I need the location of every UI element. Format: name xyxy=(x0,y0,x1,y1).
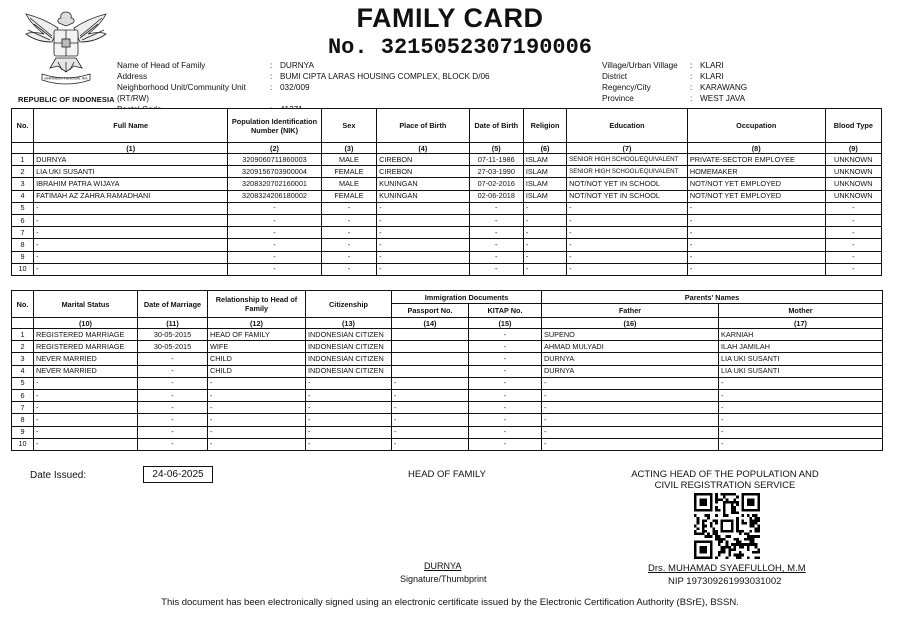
table-cell: - xyxy=(208,426,306,438)
table-row xyxy=(12,178,882,190)
table-cell: SENIOR HIGH SCHOOL/EQUIVALENT xyxy=(567,166,688,178)
table-cell: - xyxy=(228,214,322,226)
table-row xyxy=(12,227,882,239)
table-cell: - xyxy=(567,239,688,251)
table-cell: ISLAM xyxy=(523,178,566,190)
table-cell: UNKNOWN xyxy=(825,178,881,190)
table-cell: - xyxy=(208,438,306,450)
table-cell: NEVER MARRIED xyxy=(34,365,138,377)
info-value: WEST JAVA xyxy=(700,94,746,103)
table-cell: 3209060711860003 xyxy=(228,154,322,166)
table-cell: - xyxy=(825,202,881,214)
table-cell: AHMAD MULYADI xyxy=(542,341,719,353)
table-cell: 3209156703900004 xyxy=(228,166,322,178)
table-cell: - xyxy=(392,438,469,450)
table-row xyxy=(12,202,882,214)
table-cell: 27-03-1990 xyxy=(469,166,523,178)
table-cell: 07-11-1986 xyxy=(469,154,523,166)
table-cell: - xyxy=(34,239,228,251)
table-row xyxy=(12,239,882,251)
table-cell: - xyxy=(719,438,883,450)
index-cell: (5) xyxy=(469,143,523,154)
table-cell: - xyxy=(469,341,542,353)
table-cell: - xyxy=(392,426,469,438)
col-header-immigration-documents: Immigration Documents xyxy=(392,291,542,304)
col-header: Blood Type xyxy=(825,109,881,143)
table-cell: 3 xyxy=(12,353,34,365)
info-row xyxy=(602,60,747,71)
table-cell: - xyxy=(542,389,719,401)
table-cell: - xyxy=(228,227,322,239)
table-cell: - xyxy=(228,263,322,275)
table-cell: - xyxy=(469,251,523,263)
table-cell: 9 xyxy=(12,426,34,438)
table-cell: - xyxy=(567,263,688,275)
table-cell: - xyxy=(825,263,881,275)
table-cell: - xyxy=(469,377,542,389)
table-cell: - xyxy=(208,389,306,401)
acting-head-title xyxy=(610,469,840,491)
table-cell: MALE xyxy=(321,154,376,166)
table-cell: 5 xyxy=(12,202,34,214)
household-info-left xyxy=(117,60,490,115)
table-cell: 8 xyxy=(12,239,34,251)
table-row xyxy=(12,166,882,178)
table-cell: FEMALE xyxy=(321,190,376,202)
table-cell: - xyxy=(321,251,376,263)
qr-code-icon xyxy=(694,493,760,559)
table-cell: - xyxy=(469,214,523,226)
table-cell: - xyxy=(542,402,719,414)
table-cell: UNKNOWN xyxy=(825,190,881,202)
table-cell: 5 xyxy=(12,377,34,389)
table-cell: - xyxy=(138,377,208,389)
table-cell: - xyxy=(523,251,566,263)
head-of-family-signature-name: DURNYA xyxy=(424,561,462,571)
table-cell: - xyxy=(523,202,566,214)
info-value: KARAWANG xyxy=(700,83,748,92)
table-cell: - xyxy=(34,426,138,438)
table-cell: - xyxy=(687,263,825,275)
index-cell: (1) xyxy=(34,143,228,154)
table-cell: HEAD OF FAMILY xyxy=(208,329,306,341)
table-cell: DURNYA xyxy=(542,365,719,377)
table-cell: 4 xyxy=(12,365,34,377)
table-row xyxy=(12,389,883,401)
table-cell: - xyxy=(228,251,322,263)
table-cell: - xyxy=(138,353,208,365)
table-cell xyxy=(392,365,469,377)
col-header-citizenship: Citizenship xyxy=(306,291,392,318)
info-colon: : xyxy=(270,83,273,92)
table-cell: WIFE xyxy=(208,341,306,353)
table-cell: - xyxy=(306,402,392,414)
table-cell: SENIOR HIGH SCHOOL/EQUIVALENT xyxy=(567,154,688,166)
table-cell: 30-05-2015 xyxy=(138,329,208,341)
index-cell: (9) xyxy=(825,143,881,154)
table-cell: HOMEMAKER xyxy=(687,166,825,178)
info-colon: : xyxy=(690,72,693,81)
table-cell: - xyxy=(687,227,825,239)
table-cell: SUPENO xyxy=(542,329,719,341)
info-row xyxy=(602,82,747,93)
table-cell: NOT/NOT YET IN SCHOOL xyxy=(567,190,688,202)
table-cell: - xyxy=(306,426,392,438)
table-cell: FATIMAH AZ ZAHRA RAMADHANI xyxy=(34,190,228,202)
col-header-parents-names: Parents' Names xyxy=(542,291,883,304)
col-header: Education xyxy=(567,109,688,143)
index-cell: (2) xyxy=(228,143,322,154)
table-cell: - xyxy=(719,402,883,414)
table-cell: NOT/NOT YET EMPLOYED xyxy=(687,178,825,190)
table-cell: 2 xyxy=(12,166,34,178)
table-cell: - xyxy=(208,377,306,389)
table-cell: - xyxy=(825,214,881,226)
index-cell: (13) xyxy=(306,318,392,329)
table-cell: - xyxy=(321,202,376,214)
col-header: No. xyxy=(12,109,34,143)
acting-head-title-line1: ACTING HEAD OF THE POPULATION AND xyxy=(631,469,819,480)
table-cell: - xyxy=(321,263,376,275)
info-row xyxy=(117,60,490,71)
col-header: Occupation xyxy=(687,109,825,143)
table-row xyxy=(12,353,883,365)
table-cell: - xyxy=(567,202,688,214)
table-cell: - xyxy=(34,251,228,263)
table-cell: - xyxy=(138,438,208,450)
table-cell: - xyxy=(469,426,542,438)
table-cell: - xyxy=(469,227,523,239)
table-cell: - xyxy=(719,426,883,438)
acting-head-title-line2: CIVIL REGISTRATION SERVICE xyxy=(654,480,796,491)
table-cell xyxy=(392,329,469,341)
info-colon: : xyxy=(270,72,273,81)
country-name: REPUBLIC OF INDONESIA xyxy=(18,95,115,104)
family-members-table xyxy=(11,108,882,276)
table-cell: - xyxy=(523,239,566,251)
table-cell: ISLAM xyxy=(523,154,566,166)
col-header: Full Name xyxy=(34,109,228,143)
info-colon: : xyxy=(690,83,693,92)
info-colon: : xyxy=(270,61,273,70)
index-cell: (15) xyxy=(469,318,542,329)
table-cell: NOT/NOT YET IN SCHOOL xyxy=(567,178,688,190)
table-cell: - xyxy=(469,414,542,426)
table-cell: IBRAHIM PATRA WIJAYA xyxy=(34,178,228,190)
table-cell: 4 xyxy=(12,190,34,202)
table-cell: 7 xyxy=(12,227,34,239)
info-colon: : xyxy=(690,94,693,103)
table-cell: - xyxy=(306,438,392,450)
table-cell: - xyxy=(34,214,228,226)
table-cell: KARNIAH xyxy=(719,329,883,341)
table-cell: - xyxy=(34,389,138,401)
col-header-no: No. xyxy=(12,291,34,318)
col-header: Population Identification Number (NIK) xyxy=(228,109,322,143)
info-row xyxy=(117,71,490,82)
table-cell: - xyxy=(306,377,392,389)
table-cell: - xyxy=(542,377,719,389)
table-cell: FEMALE xyxy=(321,166,376,178)
info-colon: : xyxy=(690,61,693,70)
table-cell: - xyxy=(306,389,392,401)
table-cell: 9 xyxy=(12,251,34,263)
col-header: Date of Birth xyxy=(469,109,523,143)
table-cell: - xyxy=(392,402,469,414)
table-row xyxy=(12,341,883,353)
table-cell: - xyxy=(469,263,523,275)
index-cell xyxy=(12,143,34,154)
table-cell: - xyxy=(392,377,469,389)
col-header-marital-status: Marital Status xyxy=(34,291,138,318)
col-header-kitap: KITAP No. xyxy=(469,304,542,318)
table-cell: UNKNOWN xyxy=(825,154,881,166)
table-row xyxy=(12,377,883,389)
table-cell: - xyxy=(34,263,228,275)
table-cell: - xyxy=(138,426,208,438)
info-label: Neighborhood Unit/Community Unit (RT/RW) xyxy=(117,83,246,103)
index-cell: (6) xyxy=(523,143,566,154)
table-row xyxy=(12,190,882,202)
table-row xyxy=(12,402,883,414)
table-cell: INDONESIAN CITIZEN xyxy=(306,365,392,377)
index-cell: (16) xyxy=(542,318,719,329)
index-cell: (10) xyxy=(34,318,138,329)
table-cell: - xyxy=(138,414,208,426)
table-cell: - xyxy=(825,251,881,263)
table-cell: - xyxy=(825,227,881,239)
table-cell: - xyxy=(392,414,469,426)
table-cell: 6 xyxy=(12,389,34,401)
table-cell: NEVER MARRIED xyxy=(34,353,138,365)
table-cell: 7 xyxy=(12,402,34,414)
index-cell: (14) xyxy=(392,318,469,329)
table-cell: - xyxy=(567,251,688,263)
table-cell: INDONESIAN CITIZEN xyxy=(306,329,392,341)
table-cell: REGISTERED MARRIAGE xyxy=(34,329,138,341)
col-header-passport: Passport No. xyxy=(392,304,469,318)
head-of-family-label: HEAD OF FAMILY xyxy=(408,469,486,480)
family-status-table xyxy=(11,290,883,451)
index-cell xyxy=(12,318,34,329)
table-cell: 3208320702160001 xyxy=(228,178,322,190)
signature-caption: Signature/Thumbprint xyxy=(400,574,487,584)
table-cell: UNKNOWN xyxy=(825,166,881,178)
table-cell: 2 xyxy=(12,341,34,353)
table-cell: 1 xyxy=(12,154,34,166)
table-cell xyxy=(392,353,469,365)
table-cell: - xyxy=(208,402,306,414)
table-cell: - xyxy=(542,426,719,438)
table-cell: DURNYA xyxy=(542,353,719,365)
table-cell: LIA UKI SUSANTI xyxy=(719,353,883,365)
table-cell: - xyxy=(138,389,208,401)
table-cell: 3 xyxy=(12,178,34,190)
table-cell: - xyxy=(306,414,392,426)
table-cell: 30-05-2015 xyxy=(138,341,208,353)
index-cell: (4) xyxy=(377,143,470,154)
table-cell: - xyxy=(377,227,470,239)
document-title: FAMILY CARD xyxy=(356,3,544,33)
info-label: Regency/City xyxy=(602,83,651,92)
table-cell: - xyxy=(138,365,208,377)
index-cell: (3) xyxy=(321,143,376,154)
table-cell: - xyxy=(687,202,825,214)
info-row xyxy=(602,71,747,82)
table-cell: - xyxy=(469,353,542,365)
table-cell: - xyxy=(523,214,566,226)
info-value: KLARI xyxy=(700,72,724,81)
index-cell: (7) xyxy=(567,143,688,154)
table-cell: 1 xyxy=(12,329,34,341)
table-cell: - xyxy=(469,329,542,341)
col-header-mother: Mother xyxy=(719,304,883,318)
table-row xyxy=(12,263,882,275)
info-row xyxy=(602,93,747,104)
table-row xyxy=(12,251,882,263)
table-cell: - xyxy=(34,414,138,426)
table-cell: 10 xyxy=(12,263,34,275)
table-cell: - xyxy=(228,239,322,251)
table-cell: - xyxy=(567,214,688,226)
info-value: 032/009 xyxy=(280,83,310,92)
info-label: Name of Head of Family xyxy=(117,61,206,70)
table-cell: - xyxy=(469,365,542,377)
table-cell: LIA UKI SUSANTI xyxy=(34,166,228,178)
table-cell: INDONESIAN CITIZEN xyxy=(306,353,392,365)
table-cell: 6 xyxy=(12,214,34,226)
table-cell: - xyxy=(719,389,883,401)
svg-text:BHINNEKA TUNGGAL IKA: BHINNEKA TUNGGAL IKA xyxy=(44,76,88,81)
table-cell: - xyxy=(542,438,719,450)
table-cell: - xyxy=(321,239,376,251)
table-row xyxy=(12,365,883,377)
table-cell: - xyxy=(377,214,470,226)
table-cell: - xyxy=(719,414,883,426)
info-label: Address xyxy=(117,72,148,81)
table-cell: 8 xyxy=(12,414,34,426)
table-cell: KUNINGAN xyxy=(377,178,470,190)
table-cell: - xyxy=(542,414,719,426)
table-cell: - xyxy=(523,227,566,239)
table-cell: CIREBON xyxy=(377,166,470,178)
info-label: District xyxy=(602,72,628,81)
date-issued-value: 24-06-2025 xyxy=(143,466,213,483)
info-row xyxy=(117,82,490,104)
info-value: BUMI CIPTA LARAS HOUSING COMPLEX, BLOCK D/06 xyxy=(280,72,490,81)
table-cell: LIA UKI SUSANTI xyxy=(719,365,883,377)
table-cell: - xyxy=(321,214,376,226)
info-value: KLARI xyxy=(700,61,724,70)
col-header: Sex xyxy=(321,109,376,143)
info-value: DURNYA xyxy=(280,61,314,70)
table-row xyxy=(12,154,882,166)
col-header-relationship: Relationship to Head of Family xyxy=(208,291,306,318)
table-cell: - xyxy=(687,214,825,226)
table-cell: - xyxy=(469,202,523,214)
table-cell: CHILD xyxy=(208,365,306,377)
table-cell: - xyxy=(469,402,542,414)
table-cell: CIREBON xyxy=(377,154,470,166)
table-cell: ISLAM xyxy=(523,166,566,178)
table-cell: - xyxy=(469,239,523,251)
table-cell: - xyxy=(377,239,470,251)
official-name: Drs. MUHAMAD SYAEFULLOH, M.M xyxy=(648,563,806,574)
table-cell: - xyxy=(34,377,138,389)
table-cell: - xyxy=(392,389,469,401)
date-issued-label: Date Issued: xyxy=(30,470,87,481)
table-cell xyxy=(392,341,469,353)
table-cell: - xyxy=(34,227,228,239)
table-row xyxy=(12,426,883,438)
index-cell: (11) xyxy=(138,318,208,329)
table-cell: NOT/NOT YET EMPLOYED xyxy=(687,190,825,202)
table-cell: - xyxy=(469,438,542,450)
table-cell: REGISTERED MARRIAGE xyxy=(34,341,138,353)
table-cell: - xyxy=(719,377,883,389)
table-cell: PRIVATE-SECTOR EMPLOYEE xyxy=(687,154,825,166)
table-cell: - xyxy=(377,202,470,214)
col-header-father: Father xyxy=(542,304,719,318)
table-cell: - xyxy=(377,263,470,275)
table-cell: - xyxy=(825,239,881,251)
table-cell: - xyxy=(567,227,688,239)
table-cell: - xyxy=(138,402,208,414)
table-cell: - xyxy=(208,414,306,426)
table-cell: KUNINGAN xyxy=(377,190,470,202)
table-cell: INDONESIAN CITIZEN xyxy=(306,341,392,353)
official-nip: NIP 197309261993031002 xyxy=(668,576,782,587)
table-cell: 02-06-2018 xyxy=(469,190,523,202)
table-row xyxy=(12,214,882,226)
table-cell: - xyxy=(228,202,322,214)
table-cell: MALE xyxy=(321,178,376,190)
table-row xyxy=(12,329,883,341)
col-header: Religion xyxy=(523,109,566,143)
info-label: Province xyxy=(602,94,634,103)
household-info-right xyxy=(602,60,747,104)
table-cell: ILAH JAMILAH xyxy=(719,341,883,353)
col-header: Place of Birth xyxy=(377,109,470,143)
table-cell: - xyxy=(321,227,376,239)
table-cell: - xyxy=(34,438,138,450)
table-cell: - xyxy=(687,251,825,263)
table-row xyxy=(12,438,883,450)
table-cell: 07-02-2016 xyxy=(469,178,523,190)
index-cell: (17) xyxy=(719,318,883,329)
electronic-signature-notice: This document has been electronically signed using an electronic certificate issued by the Electronic Certification Authority (BSrE), BSSN. xyxy=(161,597,739,608)
index-cell: (12) xyxy=(208,318,306,329)
table-cell: - xyxy=(377,251,470,263)
table-cell: 3208324206180002 xyxy=(228,190,322,202)
card-number: No. 3215052307190006 xyxy=(327,35,593,60)
table-row xyxy=(12,414,883,426)
table-cell: - xyxy=(523,263,566,275)
info-label: Village/Urban Village xyxy=(602,61,678,70)
table-cell: - xyxy=(687,239,825,251)
table-cell: - xyxy=(34,202,228,214)
table-cell: ISLAM xyxy=(523,190,566,202)
col-header-date-of-marriage: Date of Marriage xyxy=(138,291,208,318)
table-cell: DURNYA xyxy=(34,154,228,166)
table-cell: - xyxy=(34,402,138,414)
index-cell: (8) xyxy=(687,143,825,154)
table-cell: 10 xyxy=(12,438,34,450)
table-cell: CHILD xyxy=(208,353,306,365)
garuda-emblem xyxy=(22,6,110,88)
table-cell: - xyxy=(469,389,542,401)
